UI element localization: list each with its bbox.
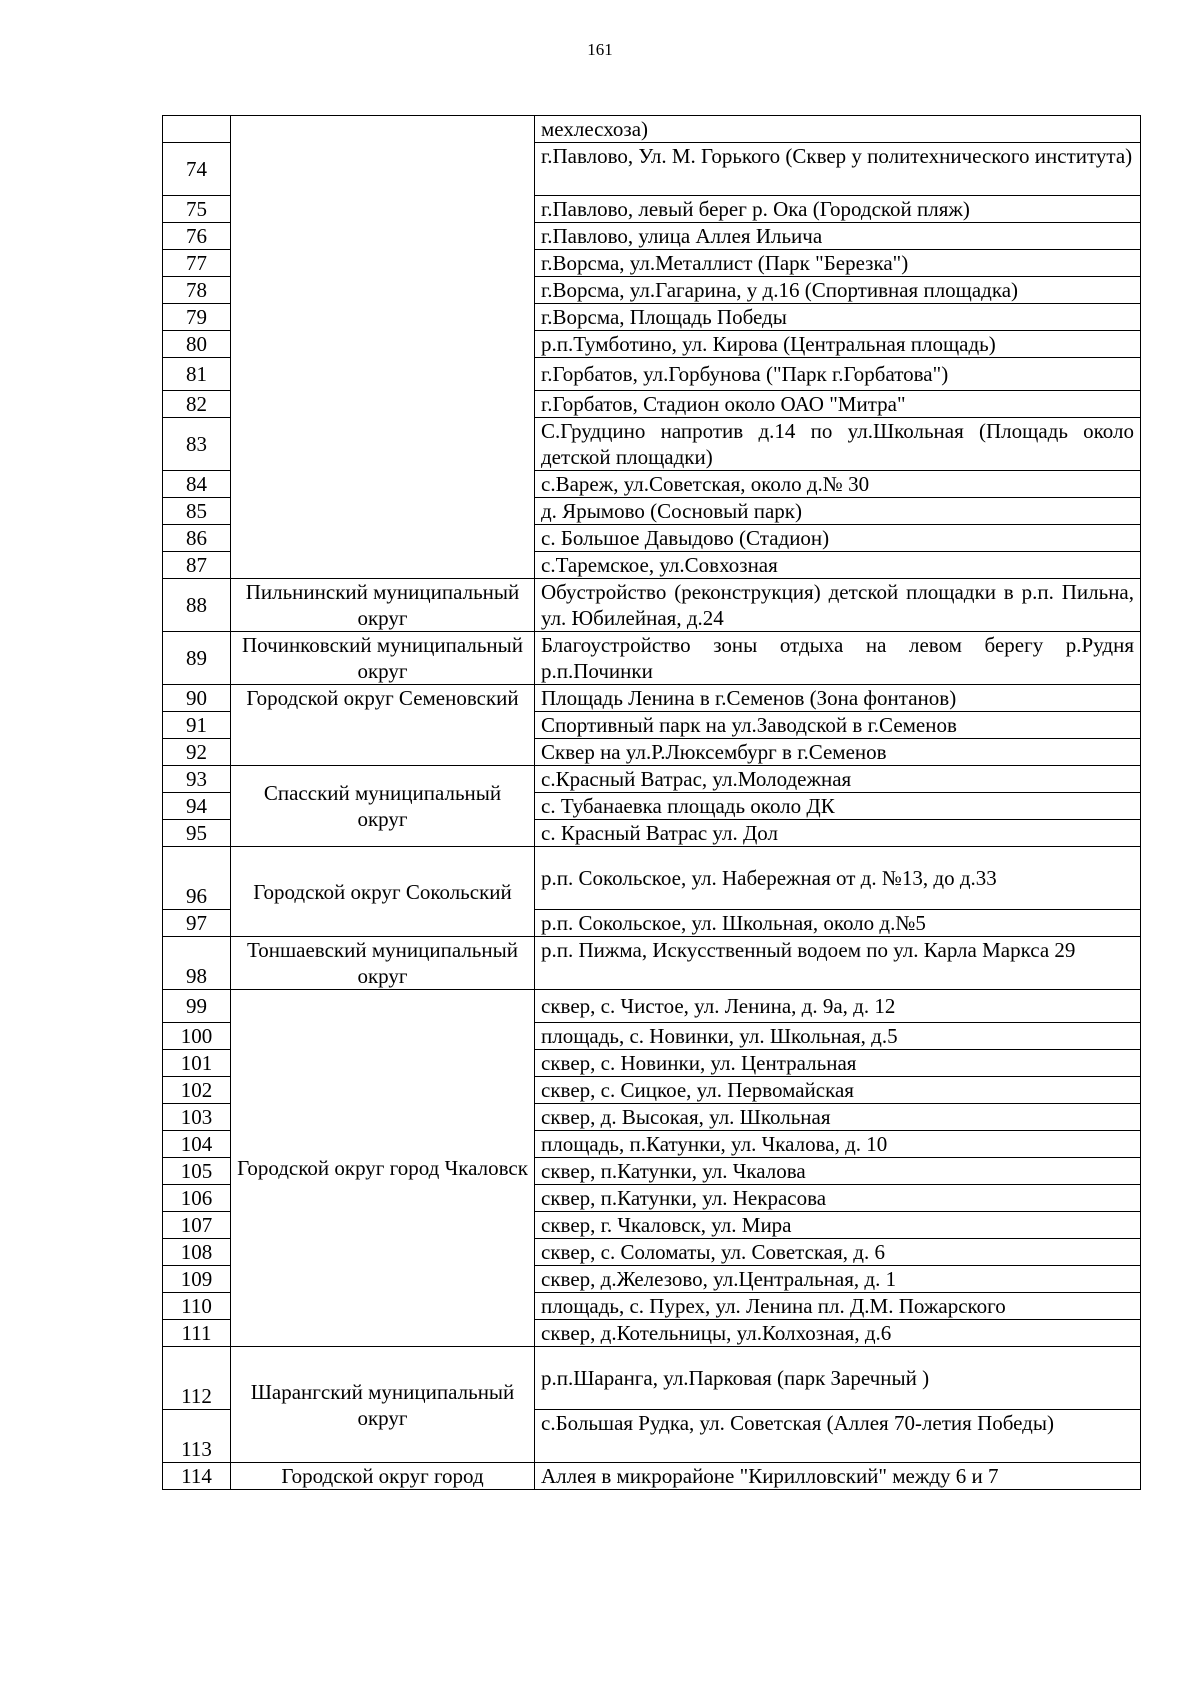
object-cell: Аллея в микрорайоне "Кирилловский" между 6 и 7 [535, 1463, 1141, 1490]
object-cell: р.п.Тумботино, ул. Кирова (Центральная площадь) [535, 331, 1141, 358]
row-number: 77 [163, 250, 231, 277]
object-cell: с.Таремское, ул.Совхозная [535, 552, 1141, 579]
object-cell: р.п. Пижма, Искусственный водоем по ул. Карла Маркса 29 [535, 937, 1141, 990]
row-number: 98 [163, 937, 231, 990]
object-cell: Обустройство (реконструкция) детской площадки в р.п. Пильна, ул. Юбилейная, д.24 [535, 579, 1141, 632]
object-cell: г.Ворсма, Площадь Победы [535, 304, 1141, 331]
district-cell: Починковский муниципальный округ [231, 632, 535, 685]
district-cell: Шарангский муниципальный округ [231, 1347, 535, 1463]
row-number: 75 [163, 196, 231, 223]
district-cell: Городской округ Семеновский [231, 685, 535, 766]
object-cell: Площадь Ленина в г.Семенов (Зона фонтанов) [535, 685, 1141, 712]
row-number: 97 [163, 910, 231, 937]
row-number: 101 [163, 1050, 231, 1077]
row-number: 81 [163, 358, 231, 391]
object-cell: сквер, д. Высокая, ул. Школьная [535, 1104, 1141, 1131]
object-cell: г.Ворсма, ул.Металлист (Парк "Березка") [535, 250, 1141, 277]
page-number: 161 [587, 40, 613, 59]
district-cell: Пильнинский муниципальный округ [231, 579, 535, 632]
object-cell: г.Горбатов, ул.Горбунова ("Парк г.Горбатова") [535, 358, 1141, 391]
object-cell: р.п.Шаранга, ул.Парковая (парк Заречный ) [535, 1347, 1141, 1410]
row-number: 109 [163, 1266, 231, 1293]
object-cell: площадь, п.Катунки, ул. Чкалова, д. 10 [535, 1131, 1141, 1158]
district-cell: Городской округ город Чкаловск [231, 990, 535, 1347]
object-cell: с.Большая Рудка, ул. Советская (Аллея 70-летия Победы) [535, 1410, 1141, 1463]
row-number: 76 [163, 223, 231, 250]
object-cell: д. Ярымово (Сосновый парк) [535, 498, 1141, 525]
row-number: 74 [163, 143, 231, 196]
row-number [163, 116, 231, 143]
row-number: 114 [163, 1463, 231, 1490]
district-cell-empty [231, 116, 535, 579]
row-number: 113 [163, 1410, 231, 1463]
row-number: 90 [163, 685, 231, 712]
table-row [163, 937, 1141, 990]
row-number: 111 [163, 1320, 231, 1347]
district-cell: Городской округ город [231, 1463, 535, 1490]
row-number: 104 [163, 1131, 231, 1158]
object-cell: мехлесхоза) [535, 116, 1141, 143]
row-number: 79 [163, 304, 231, 331]
district-cell: Городской округ Сокольский [231, 847, 535, 937]
object-cell: сквер, п.Катунки, ул. Чкалова [535, 1158, 1141, 1185]
row-number: 102 [163, 1077, 231, 1104]
row-number: 87 [163, 552, 231, 579]
object-cell: сквер, п.Катунки, ул. Некрасова [535, 1185, 1141, 1212]
row-number: 88 [163, 579, 231, 632]
row-number: 89 [163, 632, 231, 685]
row-number: 91 [163, 712, 231, 739]
row-number: 110 [163, 1293, 231, 1320]
row-number: 82 [163, 391, 231, 418]
table-row [163, 579, 1141, 632]
row-number: 94 [163, 793, 231, 820]
object-cell: г.Горбатов, Стадион около ОАО "Митра" [535, 391, 1141, 418]
object-cell: г.Павлово, левый берег р. Ока (Городской пляж) [535, 196, 1141, 223]
object-cell: р.п. Сокольское, ул. Школьная, около д.№5 [535, 910, 1141, 937]
object-cell: сквер, г. Чкаловск, ул. Мира [535, 1212, 1141, 1239]
row-number: 103 [163, 1104, 231, 1131]
object-cell: сквер, с. Новинки, ул. Центральная [535, 1050, 1141, 1077]
table-row [163, 990, 1141, 1023]
row-number: 86 [163, 525, 231, 552]
object-cell: г.Ворсма, ул.Гагарина, у д.16 (Спортивная площадка) [535, 277, 1141, 304]
object-cell: р.п. Сокольское, ул. Набережная от д. №13, до д.33 [535, 847, 1141, 910]
row-number: 100 [163, 1023, 231, 1050]
object-cell: сквер, с. Сицкое, ул. Первомайская [535, 1077, 1141, 1104]
row-number: 108 [163, 1239, 231, 1266]
row-number: 106 [163, 1185, 231, 1212]
row-number: 80 [163, 331, 231, 358]
row-number: 96 [163, 847, 231, 910]
district-cell: Спасский муниципальный округ [231, 766, 535, 847]
row-number: 112 [163, 1347, 231, 1410]
row-number: 107 [163, 1212, 231, 1239]
table-row [163, 632, 1141, 685]
object-cell: сквер, с. Чистое, ул. Ленина, д. 9а, д. 12 [535, 990, 1141, 1023]
row-number: 78 [163, 277, 231, 304]
object-cell: с.Вареж, ул.Советская, около д.№ 30 [535, 471, 1141, 498]
object-cell: с.Красный Ватрас, ул.Молодежная [535, 766, 1141, 793]
row-number: 83 [163, 418, 231, 471]
row-number: 85 [163, 498, 231, 525]
object-cell: Благоустройство зоны отдыха на левом берегу р.Рудня р.п.Починки [535, 632, 1141, 685]
object-cell: с. Большое Давыдово (Стадион) [535, 525, 1141, 552]
table-row [163, 847, 1141, 910]
table-row [163, 685, 1141, 712]
object-cell: сквер, д.Железово, ул.Центральная, д. 1 [535, 1266, 1141, 1293]
object-cell: г.Павлово, улица Аллея Ильича [535, 223, 1141, 250]
row-number: 95 [163, 820, 231, 847]
table-row [163, 116, 1141, 143]
object-cell: Спортивный парк на ул.Заводской в г.Семенов [535, 712, 1141, 739]
object-cell: с. Тубанаевка площадь около ДК [535, 793, 1141, 820]
row-number: 105 [163, 1158, 231, 1185]
row-number: 92 [163, 739, 231, 766]
object-cell: сквер, с. Соломаты, ул. Советская, д. 6 [535, 1239, 1141, 1266]
object-cell: г.Павлово, Ул. М. Горького (Сквер у политехнического института) [535, 143, 1141, 196]
row-number: 84 [163, 471, 231, 498]
table-row [163, 1347, 1141, 1410]
object-cell: с. Красный Ватрас ул. Дол [535, 820, 1141, 847]
table-row [163, 766, 1141, 793]
locations-table [162, 115, 1141, 1490]
object-cell: сквер, д.Котельницы, ул.Колхозная, д.6 [535, 1320, 1141, 1347]
row-number: 99 [163, 990, 231, 1023]
object-cell: Сквер на ул.Р.Люксембург в г.Семенов [535, 739, 1141, 766]
district-cell: Тоншаевский муниципальный округ [231, 937, 535, 990]
row-number: 93 [163, 766, 231, 793]
table-row [163, 1463, 1141, 1490]
object-cell: площадь, с. Новинки, ул. Школьная, д.5 [535, 1023, 1141, 1050]
object-cell: площадь, с. Пурех, ул. Ленина пл. Д.М. Пожарского [535, 1293, 1141, 1320]
object-cell: С.Грудцино напротив д.14 по ул.Школьная (Площадь около детской площадки) [535, 418, 1141, 471]
